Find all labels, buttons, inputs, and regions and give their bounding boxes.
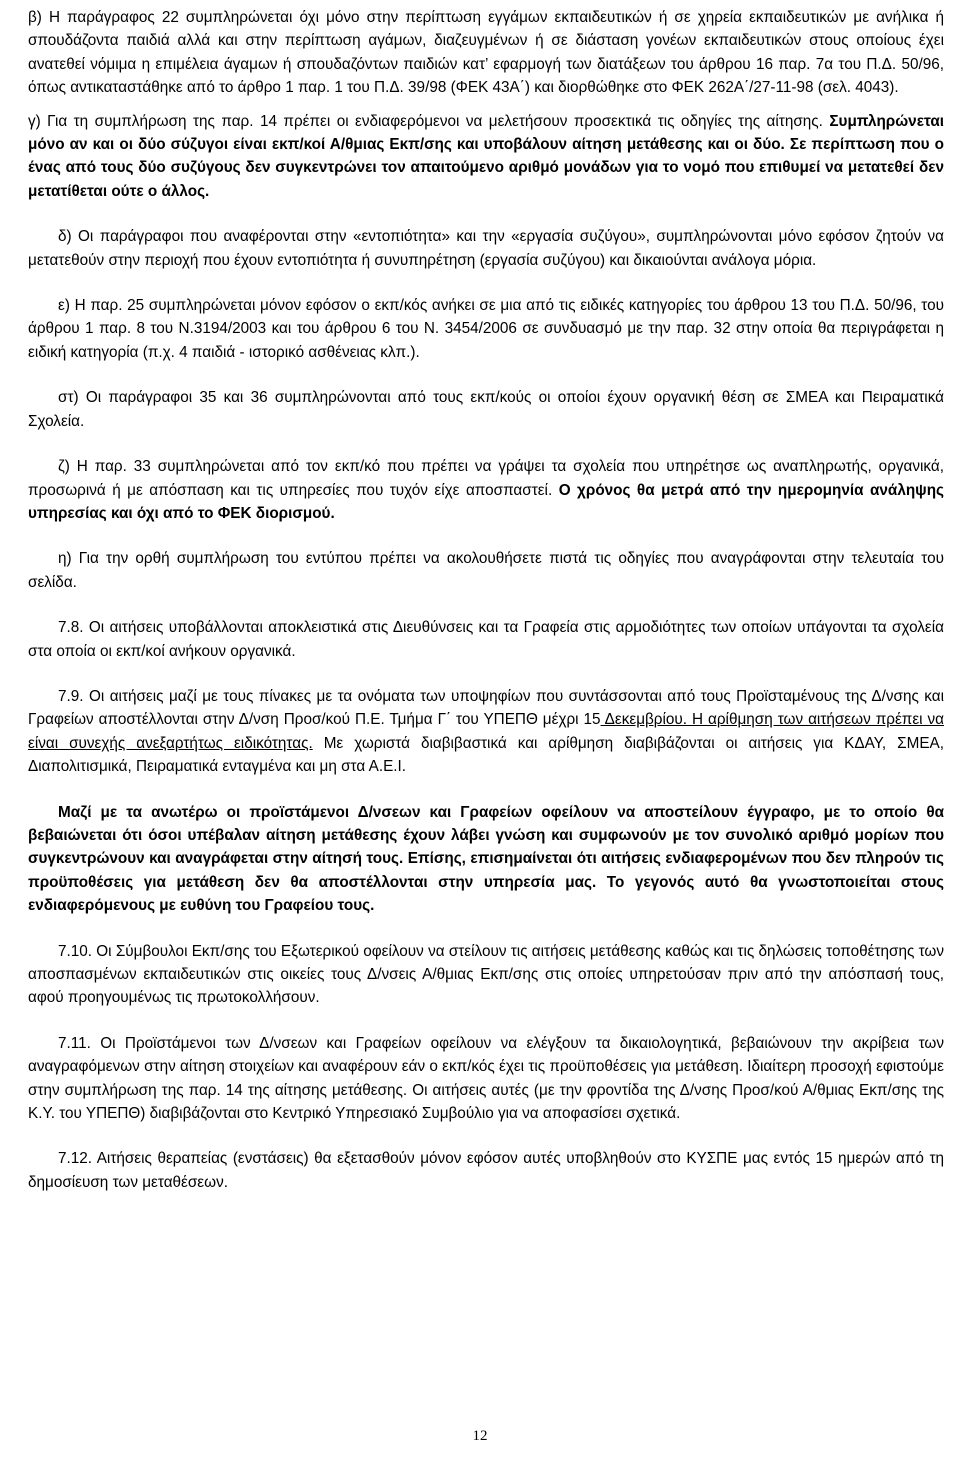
paragraph-gamma-text: γ) Για τη συμπλήρωση της παρ. 14 πρέπει οι ενδιαφερόμενοι να μελετήσουν προσεκτικά τις οδηγίες της αίτησης. [28, 112, 823, 130]
paragraph-gamma [28, 110, 944, 204]
paragraph-gamma-bold-1: Συμπληρώνεται μόνο αν και οι δύο σύζυγοι είναι εκπ/κοί Α/θμιας Εκπ/σης και υποβάλουν αίτηση μετάθεσης και οι δύο. [28, 112, 945, 154]
paragraph-7-9-underlined: Δεκεμβρίου. Η αρίθμηση των αιτήσεων πρέπει να είναι συνεχής ανεξαρτήτως ειδικότητας. [28, 711, 944, 752]
paragraph-epsilon: ε) Η παρ. 25 συμπληρώνεται μόνον εφόσον ο εκπ/κός ανήκει σε μια από τις ειδικές κατηγορίες του άρθρου 13 του Π.Δ. 50/96, του άρθρου 1 παρ. 8 του Ν.3194/2003 και του άρθρου 6 του Ν. 3454/2006 σε συνδυασμό με την παρ. 32 στην οποία θα περιγράφεται η ειδική κατηγορία (π.χ. 4 παιδιά - ιστορικό ασθένειας κλπ.). [28, 297, 944, 361]
paragraph-zeta [28, 455, 944, 525]
paragraph-eta: η) Για την ορθή συμπλήρωση του εντύπου πρέπει να ακολουθήσετε πιστά τις οδηγίες που αναγράφονται στην τελευταία του σελίδα. [28, 550, 944, 591]
paragraph-7-9-text-2: Με χωριστά διαβιβαστικά και αρίθμηση διαβιβάζονται οι αιτήσεις για ΚΔΑΥ, ΣΜΕΑ, Διαπολιτισμικά, Πειραματικά ενταγμένα και μη στα Α.Ε.Ι. [28, 734, 944, 776]
paragraph-zeta-text: ζ) Η παρ. 33 συμπληρώνεται από τον εκπ/κό που πρέπει να γράψει τα σχολεία που υπηρέτησε ως αναπληρωτής, οργανικά, προσωρινά ή με απόσπαση και τις υπηρεσίες που τυχόν είχε αποσπαστεί. [28, 458, 944, 499]
paragraph-7-9 [28, 685, 944, 779]
paragraph-beta: β) Η παράγραφος 22 συμπληρώνεται όχι μόνο στην περίπτωση εγγάμων εκπαιδευτικών ή σε χηρεία εκπαιδευτικών με ανήλικα ή σπουδάζοντα παιδιά αλλά και στην περίπτωση αγάμων, διαζευγμένων ή σε διάσταση γονέων εκπαιδευτικών στους οποίους έχει ανατεθεί νόμιμα η επιμέλεια άγαμων ή σπουδαζόντων παιδιών κατ’ εφαρμογή των διατάξεων του άρθρου 16 παρ. 7α του Π.Δ. 50/96, όπως αντικαταστάθηκε από το άρθρο 1 παρ. 1 του Π.Δ. 39/98 (ΦΕΚ 43Α΄) και διορθώθηκε στο ΦΕΚ 262Α΄/27-11-98 (σελ. 4043). [28, 9, 944, 97]
paragraph-zeta-bold: Ο χρόνος θα μετρά από την ημερομηνία ανάληψης υπηρεσίας και όχι από το ΦΕΚ διορισμού. [28, 481, 944, 522]
paragraph-bold-notice: Μαζί με τα ανωτέρω οι προϊστάμενοι Δ/νσεων και Γραφείων οφείλουν να αποστείλουν έγγραφο, με το οποίο θα βεβαιώνεται ότι όσοι υπέβαλαν αίτηση μετάθεσης έχουν λάβει γνώση και συμφωνούν με τον συνολικό αριθμό μορίων που συγκεντρώνουν και αναγράφεται στην αίτησή τους. Επίσης, επισημαίνεται ότι αιτήσεις ενδιαφερομένων που δεν πληρούν τις προϋποθέσεις για μετάθεση δεν θα αποστέλλονται στην υπηρεσία μας. Το γεγονός αυτό θα γνωστοποιείται στους ενδιαφερόμενους με ευθύνη του Γραφείου τους. [28, 803, 944, 915]
paragraph-7-11: 7.11. Οι Προϊστάμενοι των Δ/νσεων και Γραφείων οφείλουν να ελέγξουν τα δικαιολογητικά, βεβαιώνουν την ακρίβεια των αναγραφόμενων στην αίτηση στοιχείων και αναφέρουν εάν ο εκπ/κός έχει τις προϋποθέσεις για μετάθεση. Ιδιαίτερη προσοχή εφιστούμε στην συμπλήρωση της παρ. 14 της αίτησης μετάθεσης. Οι αιτήσεις αυτές (με την φροντίδα της Δ/νσης Προσ/κού Α/θμιας Εκπ/σης της Κ.Υ. του ΥΠΕΠΘ) διαβιβάζονται στο Κεντρικό Υπηρεσιακό Συμβούλιο για να αποφασίσει σχετικά. [28, 1034, 944, 1123]
paragraph-gamma-bold-2: Σε περίπτωση που ο ένας από τους δύο συζύγους δεν συγκεντρώνει τον απαιτούμενο αριθμό μονάδων για το νομό που επιθυμεί να μετατεθεί δεν μετατίθεται ούτε ο άλλος. [28, 136, 944, 200]
paragraph-st: στ) Οι παράγραφοι 35 και 36 συμπληρώνονται από τους εκπ/κούς οι οποίοι έχουν οργανική θέση σε ΣΜΕΑ και Πειραματικά Σχολεία. [28, 389, 944, 430]
paragraph-7-10: 7.10. Οι Σύμβουλοι Εκπ/σης του Εξωτερικού οφείλουν να στείλουν τις αιτήσεις μετάθεσης καθώς και τις δηλώσεις τοποθέτησης των αποσπασμένων εκπαιδευτικών στις οικείες τους Δ/νσεις Α/θμιας Εκπ/σης στις οποίες υπηρετούσαν πριν από την απόσπασή τους, αφού προηγουμένως τις πρωτοκολλήσουν. [28, 942, 944, 1007]
paragraph-7-8: 7.8. Οι αιτήσεις υποβάλλονται αποκλειστικά στις Διευθύνσεις και τα Γραφεία στις αρμοδιότητες των οποίων υπάγονται τα σχολεία στα οποία οι εκπ/κοί ανήκουν οργανικά. [28, 619, 944, 660]
paragraph-delta: δ) Οι παράγραφοι που αναφέρονται στην «εντοπιότητα» και την «εργασία συζύγου», συμπληρώνονται μόνο εφόσον ζητούν να μετατεθούν στην περιοχή που έχουν εντοπιότητα ή συνυπηρέτηση (εργασία συζύγου) και δικαιούνται ανάλογα μόρια. [28, 228, 944, 269]
paragraph-7-9-text: 7.9. Οι αιτήσεις μαζί με τους πίνακες με τα ονόματα των υποψηφίων που συντάσσονται από τους Προϊσταμένους της Δ/νσης και Γραφείων αποστέλλονται στην Δ/νση Προσ/κού Π.Ε. Τμήμα Γ΄ του ΥΠΕΠΘ μέχρι 15 [28, 687, 944, 729]
page-number: 12 [472, 1428, 488, 1444]
paragraph-7-12: 7.12. Αιτήσεις θεραπείας (ενστάσεις) θα εξετασθούν μόνον εφόσον αυτές υποβληθούν στο ΚΥΣΠΕ μας εντός 15 ημερών από τη δημοσίευση των μεταθέσεων. [28, 1150, 944, 1191]
